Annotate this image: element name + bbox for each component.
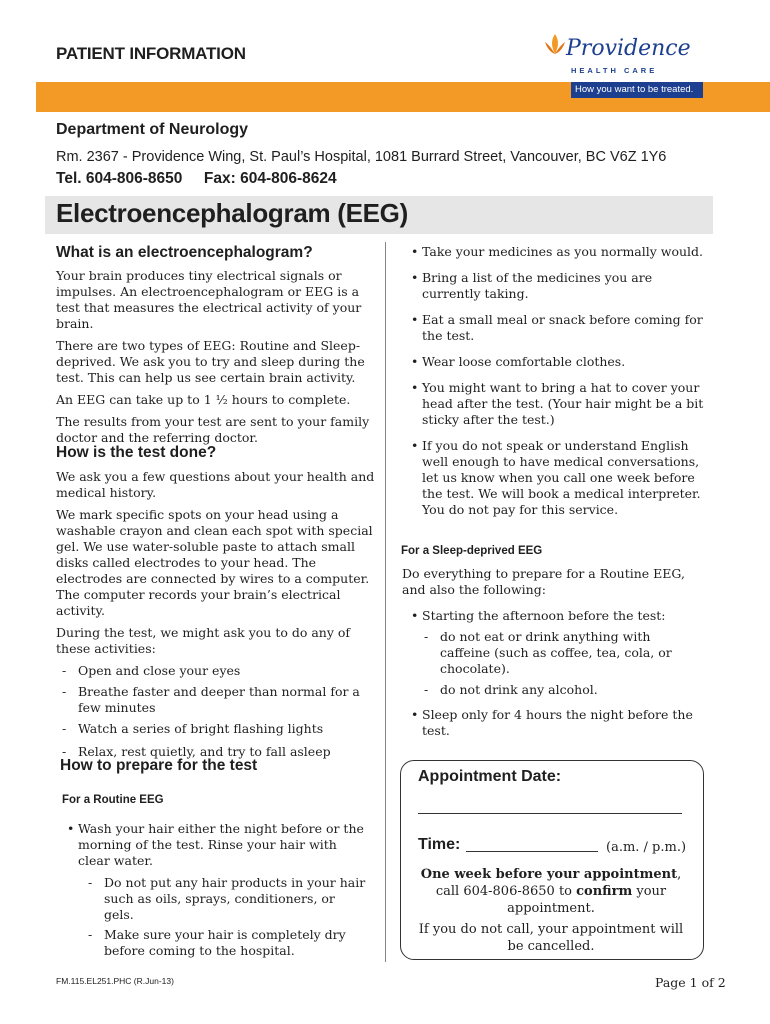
confirm-note-bold: One week before your appointment (420, 867, 678, 882)
list-item: • Sleep only for 4 hours the night before the test. (402, 707, 704, 739)
list-item: - Breathe faster and deeper than normal for a few minutes (54, 684, 376, 716)
list-item: • Wear loose comfortable clothes. (402, 354, 704, 370)
list-item: • Wash your hair either the night before or the morning of the test. Rinse your hair with clear water. (58, 821, 368, 869)
list-item: • You might want to bring a hat to cover your head after the test. (Your hair might be a bit sticky after the test.) (402, 380, 704, 428)
cancel-note: If you do not call, your appointment will be cancelled. (418, 922, 684, 954)
logo-subtitle: HEALTH CARE (571, 66, 658, 75)
section-heading-how: How is the test done? (56, 444, 217, 461)
list-item: - Open and close your eyes (54, 663, 376, 679)
list-item: • Eat a small meal or snack before coming for the test. (402, 312, 704, 344)
page-number: Page 1 of 2 (655, 975, 726, 990)
list-item: - do not drink any alcohol. (416, 682, 704, 698)
paragraph: We ask you a few questions about your health and medical history. (56, 469, 375, 500)
logo-wordmark: Providence (566, 36, 691, 61)
tagline: How you want to be treated. (571, 82, 703, 98)
list-item: • Take your medicines as you normally would. (402, 244, 704, 260)
document-title: Electroencephalogram (EEG) (56, 198, 408, 228)
ampm-label: (a.m. / p.m.) (606, 840, 687, 855)
list-item: • Starting the afternoon before the test: (402, 608, 704, 624)
sleep-sublist (416, 629, 704, 698)
sleep-section (402, 608, 704, 739)
confirm-note-comma: , (677, 867, 682, 882)
section-heading-what: What is an electroencephalogram? (56, 244, 313, 261)
column-divider (385, 242, 386, 962)
page-header-title: PATIENT INFORMATION (56, 44, 246, 63)
sleep-intro: Do everything to prepare for a Routine EEG, and also the following: (402, 566, 685, 597)
appointment-date-label: Appointment Date: (418, 768, 562, 785)
subheading-routine: For a Routine EEG (62, 794, 164, 806)
list-item: - Do not put any hair products in your hair such as oils, sprays, conditioners, or gels. (80, 875, 368, 923)
confirm-note-call: call 604-806-8650 to (435, 884, 577, 899)
routine-list (58, 821, 368, 869)
activity-list (54, 663, 376, 760)
sleep-list-2 (402, 707, 704, 739)
paragraph: Your brain produces tiny electrical signals or impulses. An electroencephalogram or EEG is a test that measures the electrical activity of your brain. (56, 268, 362, 331)
how-section (56, 469, 376, 760)
appointment-note (412, 866, 690, 955)
list-item: - Make sure your hair is completely dry before coming to the hospital. (80, 927, 368, 959)
paragraph: During the test, we might ask you to do any of these activities: (56, 625, 351, 656)
confirm-note (412, 866, 690, 917)
form-code: FM.115.EL251.PHC (R.Jun-13) (56, 976, 174, 986)
paragraph: We mark specific spots on your head using a washable crayon and clean each spot with special gel. We use water-soluble paste to attach small disks called electrodes to your head. The electrodes are connected by wires to a computer. The computer records your brain’s electrical activity. (56, 507, 373, 618)
list-item: • Bring a list of the medicines you are currently taking. (402, 270, 704, 302)
list-item: - Relax, rest quietly, and try to fall asleep (54, 744, 376, 760)
right-prepare-list-wrap (402, 244, 704, 518)
appointment-time-field[interactable] (466, 851, 598, 852)
appointment-date-field[interactable] (418, 813, 682, 814)
confirm-note-emph: confirm (576, 884, 633, 899)
paragraph: An EEG can take up to 1 ½ hours to complete. (56, 392, 351, 407)
subheading-sleep: For a Sleep-deprived EEG (401, 545, 543, 557)
appointment-time-label: Time: (418, 836, 461, 853)
sleep-list (402, 608, 704, 624)
what-section (56, 268, 374, 452)
department-address: Rm. 2367 - Providence Wing, St. Paul’s Hospital, 1081 Burrard Street, Vancouver, BC V6Z 1Y6 (56, 149, 667, 165)
list-item: - do not eat or drink anything with caffeine (such as coffee, tea, cola, or chocolate). (416, 629, 704, 677)
paragraph: There are two types of EEG: Routine and Sleep-deprived. We ask you to try and sleep during the test. This can help us see certain brain activity. (56, 338, 365, 385)
list-item: - Watch a series of bright flashing lights (54, 721, 376, 737)
list-item: • If you do not speak or understand English well enough to have medical conversations, let us know when you call one week before the test. We will book a medical interpreter. You do not pay for this service. (402, 438, 704, 518)
confirm-note-tail: your appointment. (507, 884, 667, 916)
department-name: Department of Neurology (56, 121, 249, 138)
section-heading-prepare: How to prepare for the test (60, 757, 258, 774)
routine-sublist (80, 875, 368, 959)
routine-section (58, 821, 368, 959)
paragraph: The results from your test are sent to your family doctor and the referring doctor. (56, 414, 370, 445)
department-phones: Tel. 604-806-8650 Fax: 604-806-8624 (56, 170, 337, 187)
prepare-list (402, 244, 704, 518)
